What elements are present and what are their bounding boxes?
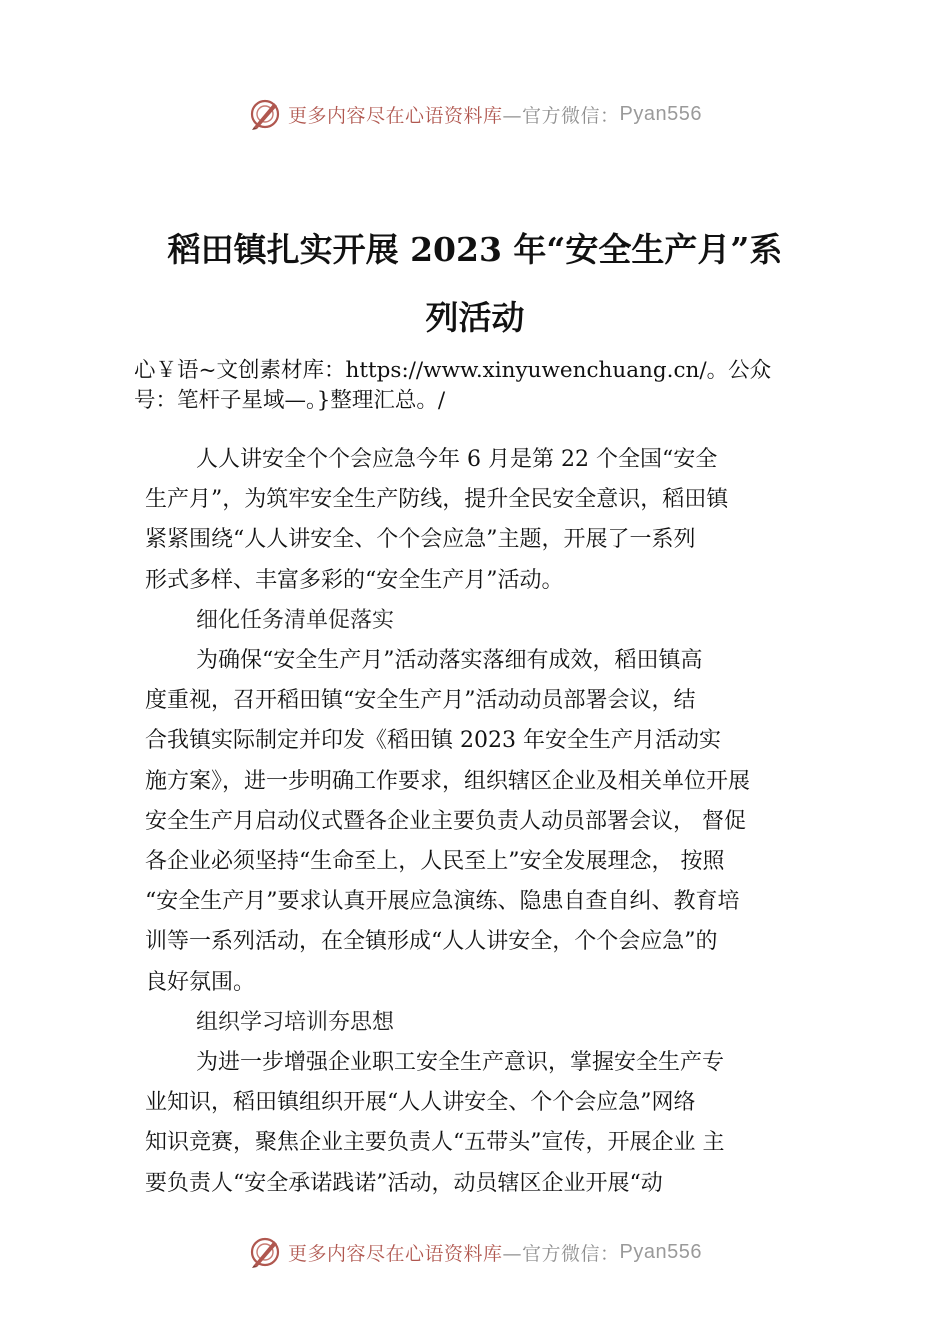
footer-banner bbox=[0, 1232, 950, 1272]
section-heading-2: 组织学习培训夯思想 bbox=[196, 1009, 395, 1035]
source-line-1: 心￥语~文创素材库：https://www.xinyuwenchuang.cn/。公众 bbox=[134, 358, 772, 383]
source-note bbox=[134, 356, 846, 416]
paragraph-line: 紧紧围绕“人人讲安全、个个会应急”主题，开展了一系列 bbox=[145, 527, 696, 553]
banner-wechat-id: Pyan556 bbox=[619, 102, 702, 125]
title-line-1: 稻田镇扎实开展 2023 年“安全生产月”系 bbox=[167, 230, 783, 269]
paragraph-line: 业知识，稻田镇组织开展“人人讲安全、个个会应急”网络 bbox=[145, 1090, 696, 1116]
paragraph-line: 合我镇实际制定并印发《稻田镇 2023 年安全生产月活动实 bbox=[145, 728, 721, 754]
pen-logo-icon bbox=[248, 1235, 282, 1269]
paragraph-line: 要负责人“安全承诺践诺”活动，动员辖区企业开展“动 bbox=[145, 1170, 663, 1196]
header-banner bbox=[0, 94, 950, 134]
source-line-2: 号：笔杆子星域—。}整理汇总。/ bbox=[134, 388, 446, 413]
paragraph-line: 安全生产月启动仪式暨各企业主要负责人动员部署会议， 督促 bbox=[145, 808, 746, 834]
paragraph-line: 为进一步增强企业职工安全生产意识，掌握安全生产专 bbox=[196, 1050, 725, 1076]
paragraph-line: 训等一系列活动，在全镇形成“人人讲安全，个个会应急”的 bbox=[145, 929, 718, 955]
paragraph-line: 施方案》，进一步明确工作要求，组织辖区企业及相关单位开展 bbox=[145, 768, 751, 794]
paragraph-line: 形式多样、丰富多彩的“安全生产月”活动。 bbox=[145, 567, 564, 593]
paragraph-line: 人人讲安全个个会应急今年 6 月是第 22 个全国“安全 bbox=[196, 447, 718, 472]
banner-tail-text: —官方微信： bbox=[502, 104, 620, 127]
banner-lead-text: 更多内容尽在心语资料库 bbox=[288, 104, 503, 127]
document-title bbox=[140, 216, 810, 352]
banner-wechat-id: Pyan556 bbox=[619, 1240, 702, 1263]
paragraph-line: 为确保“安全生产月”活动落实落细有成效，稻田镇高 bbox=[196, 648, 703, 674]
paragraph-line: 生产月”，为筑牢安全生产防线，提升全民安全意识，稻田镇 bbox=[145, 487, 729, 513]
document-body bbox=[145, 440, 825, 1204]
section-heading-1: 细化任务清单促落实 bbox=[196, 607, 395, 633]
banner-tail-text: —官方微信： bbox=[502, 1242, 620, 1265]
banner-lead-text: 更多内容尽在心语资料库 bbox=[288, 1242, 503, 1265]
paragraph-line: 良好氛围。 bbox=[145, 969, 256, 995]
paragraph-line: 知识竞赛，聚焦企业主要负责人“五带头”宣传，开展企业 主 bbox=[145, 1130, 725, 1156]
title-line-2: 列活动 bbox=[425, 298, 525, 337]
pen-logo-icon bbox=[248, 97, 282, 131]
paragraph-line: 度重视，召开稻田镇“安全生产月”活动动员部署会议，结 bbox=[145, 688, 696, 714]
paragraph-line: “安全生产月”要求认真开展应急演练、隐患自查自纠、教育培 bbox=[145, 889, 740, 915]
paragraph-line: 各企业必须坚持“生命至上，人民至上”安全发展理念， 按照 bbox=[145, 849, 725, 875]
